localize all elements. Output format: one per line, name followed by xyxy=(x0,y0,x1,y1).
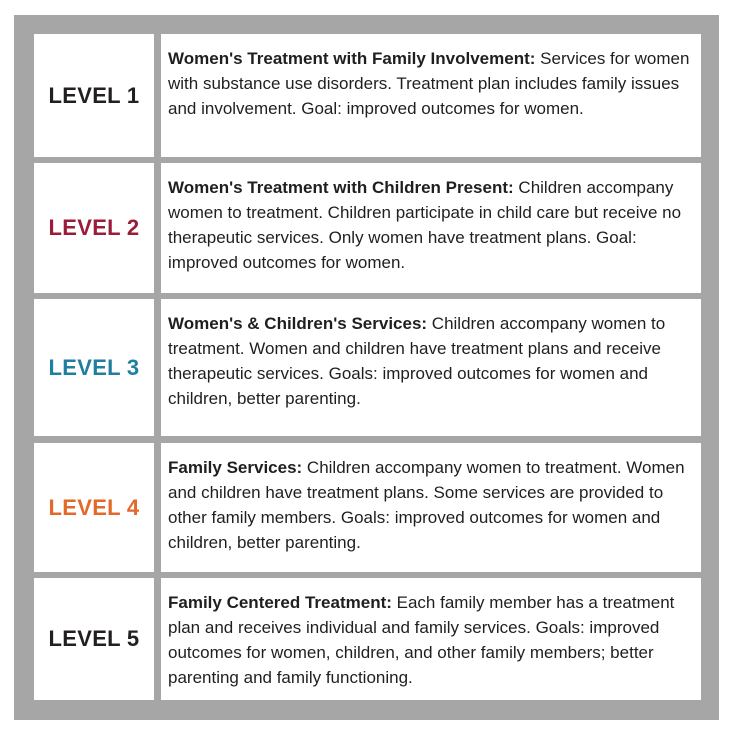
level-description xyxy=(161,443,701,572)
level-label: LEVEL 5 xyxy=(34,578,154,700)
level-label: LEVEL 2 xyxy=(34,163,154,293)
level-text: Children accompany women to treatment. Children participate in child care but receive no therapeutic services. Only women have treatment plans. Goal: improved outcomes for women. xyxy=(168,178,682,272)
level-row-4 xyxy=(34,443,701,572)
level-description xyxy=(161,34,701,157)
level-description xyxy=(161,578,701,700)
level-text: Services for women with substance use disorders. Treatment plan includes family issues and involvement. Goal: improved outcomes for women. xyxy=(168,49,690,118)
level-row-3 xyxy=(34,299,701,436)
level-description xyxy=(161,163,701,293)
level-row-1 xyxy=(34,34,701,157)
level-title: Family Centered Treatment: xyxy=(168,593,392,612)
level-description xyxy=(161,299,701,436)
level-title: Women's & Children's Services: xyxy=(168,314,428,333)
level-text: Children accompany women to treatment. Women and children have treatment plans and receive therapeutic services. Goals: improved outcomes for women and children, better parenting. xyxy=(168,314,666,408)
level-label: LEVEL 4 xyxy=(34,443,154,572)
level-label: LEVEL 1 xyxy=(34,34,154,157)
level-row-2 xyxy=(34,163,701,293)
level-title: Family Services: xyxy=(168,458,303,477)
table-frame xyxy=(14,15,719,720)
level-row-5 xyxy=(34,578,701,700)
level-title: Women's Treatment with Children Present: xyxy=(168,178,514,197)
level-text: Children accompany women to treatment. Women and children have treatment plans. Some services are provided to other family members. Goals: improved outcomes for women and children, better parenting. xyxy=(168,458,685,552)
level-text: Each family member has a treatment plan and receives individual and family services. Goals: improved outcomes for women, children, and other family members; better parenting and family functioning. xyxy=(168,593,675,687)
level-title: Women's Treatment with Family Involvement: xyxy=(168,49,536,68)
level-label: LEVEL 3 xyxy=(34,299,154,436)
